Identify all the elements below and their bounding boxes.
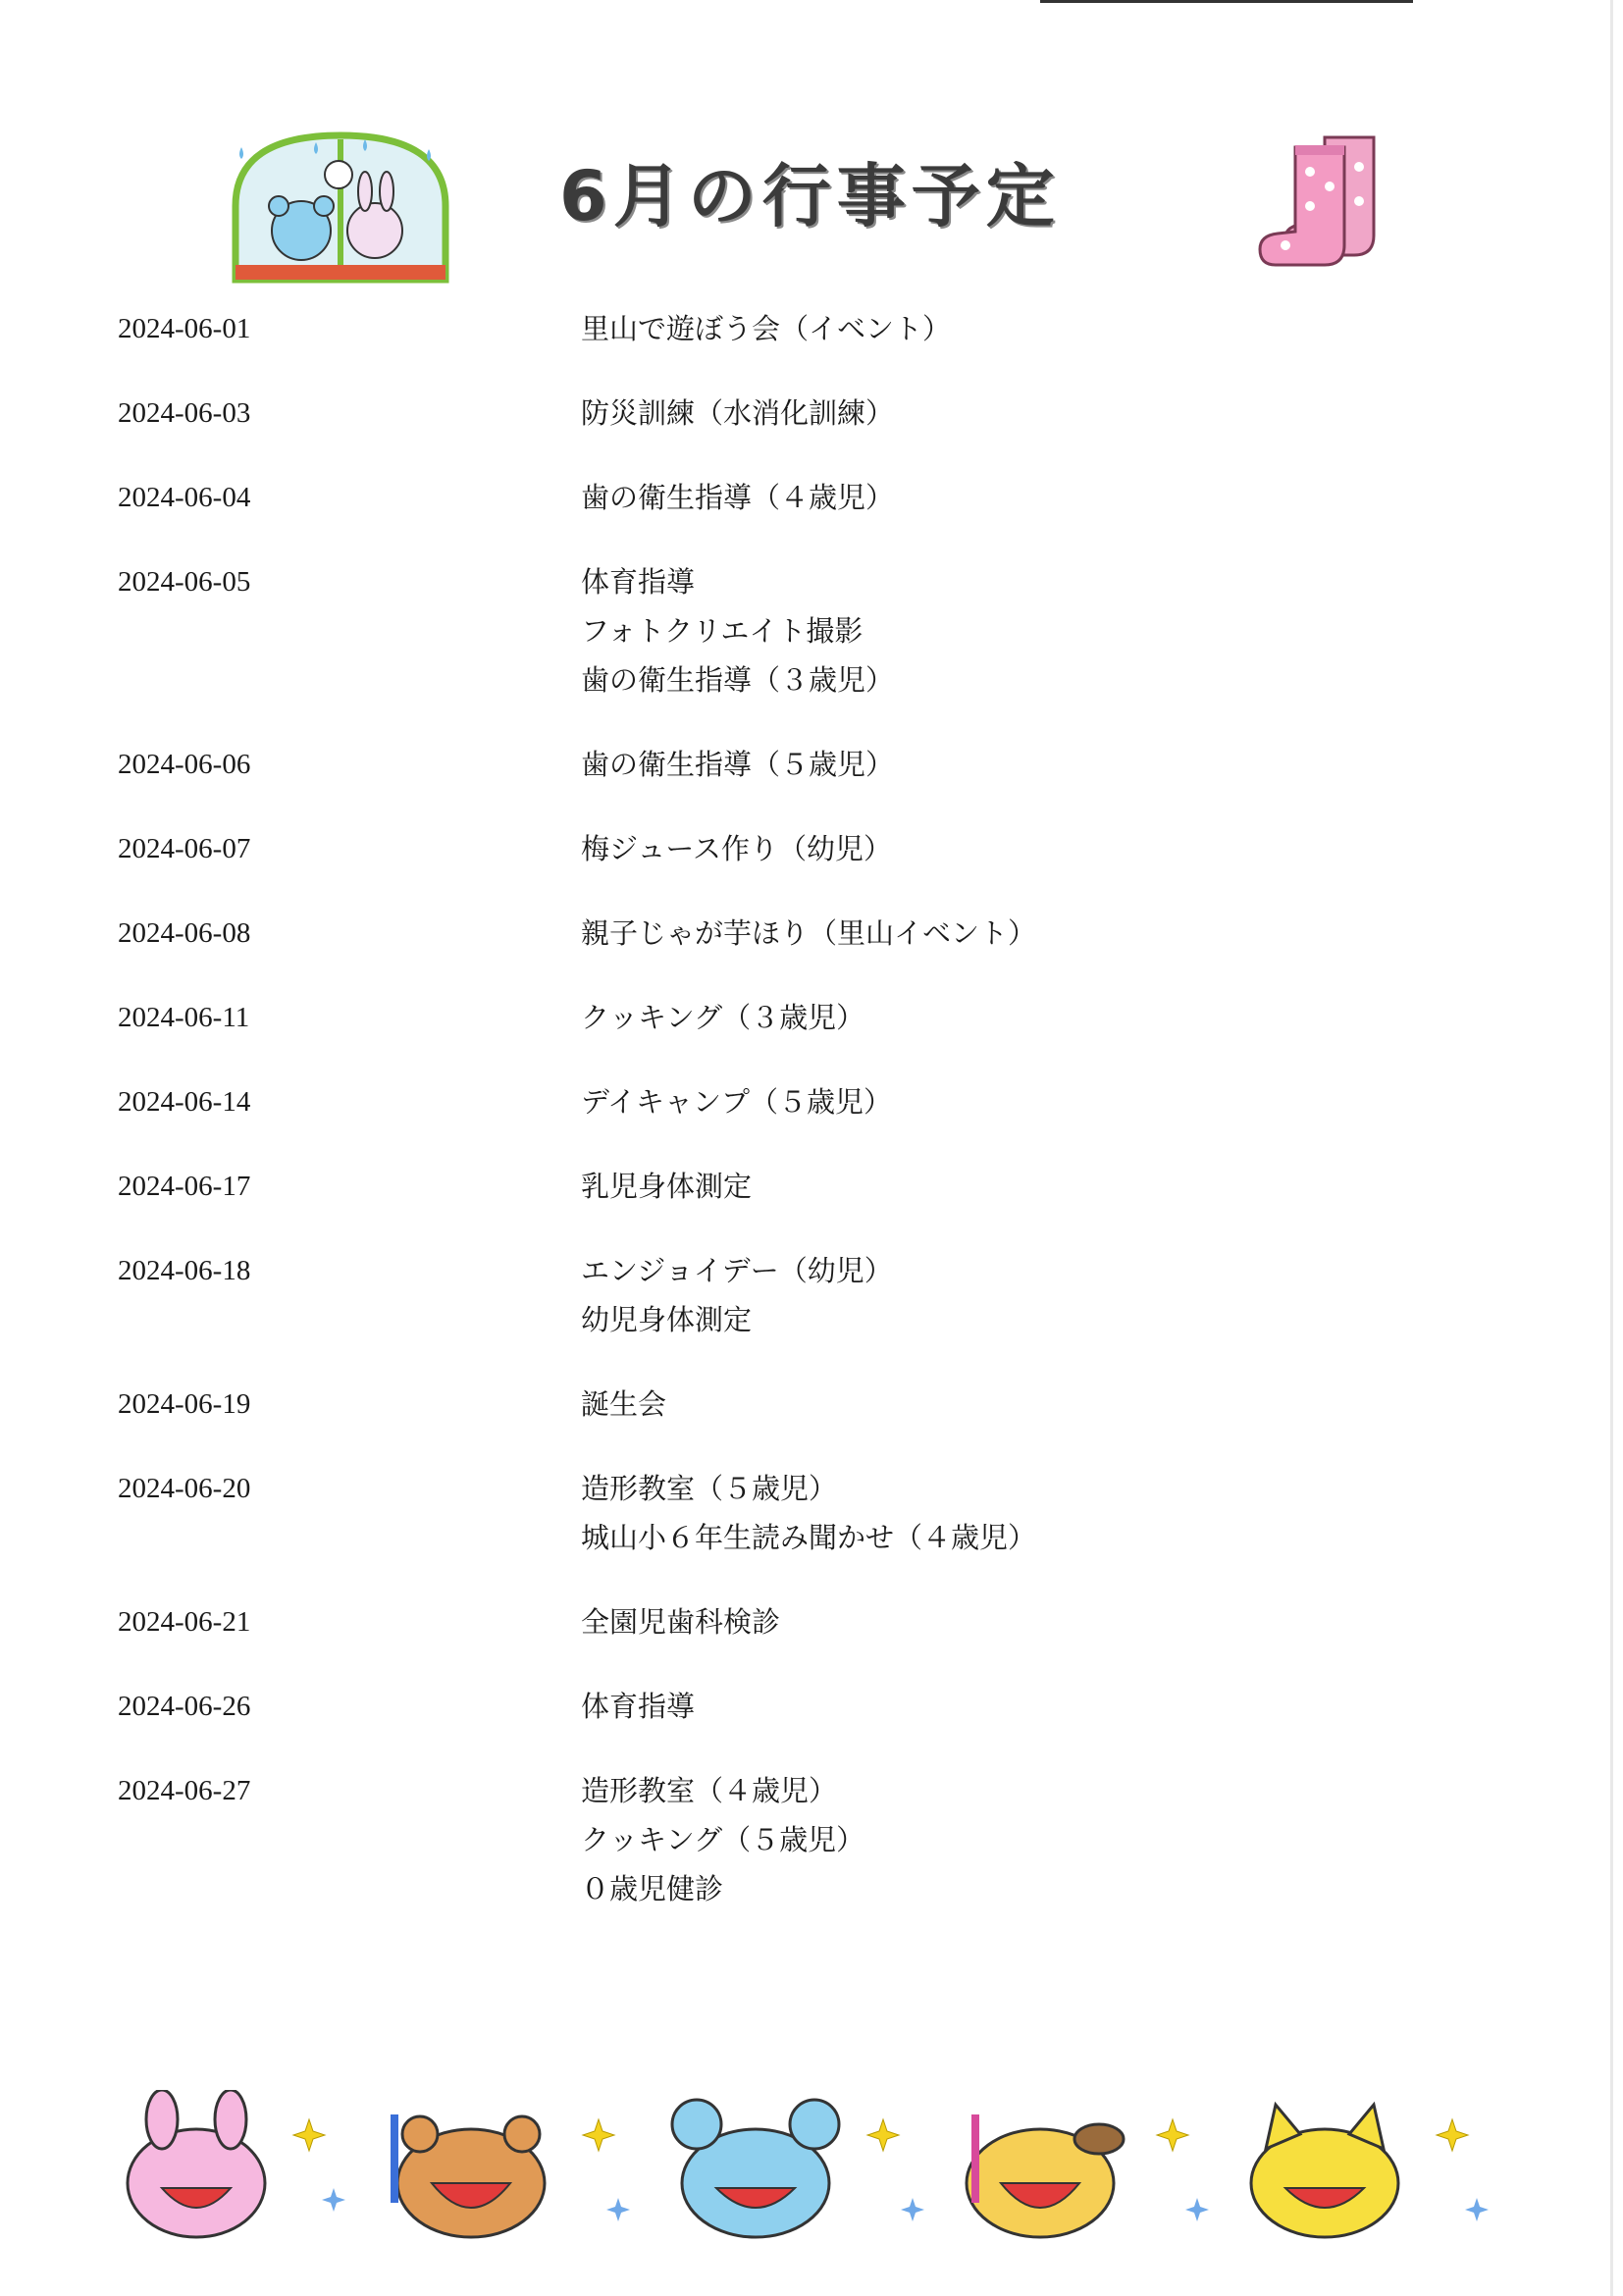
- schedule-date: 2024-06-08: [118, 917, 251, 949]
- schedule-date: 2024-06-07: [118, 833, 251, 864]
- schedule-date: 2024-06-11: [118, 1002, 250, 1033]
- schedule-event: 梅ジュース作り（幼児）: [581, 832, 892, 865]
- schedule-date: 2024-06-03: [118, 397, 251, 429]
- schedule-date: 2024-06-20: [118, 1473, 251, 1504]
- schedule-events: [581, 1682, 1464, 1731]
- schedule-event: 幼児身体測定: [581, 1303, 753, 1336]
- schedule-date: 2024-06-26: [118, 1691, 251, 1722]
- schedule-row: [0, 824, 1623, 873]
- schedule-event: 体育指導: [581, 565, 696, 599]
- schedule-row: [0, 1464, 1623, 1562]
- schedule-row: [0, 473, 1623, 522]
- schedule-event: フォトクリエイト撮影: [581, 614, 864, 648]
- schedule-row: [0, 304, 1623, 353]
- window-with-animals-illustration: [228, 128, 453, 285]
- schedule-event: クッキング（５歳児）: [581, 1823, 865, 1856]
- schedule-row: [0, 1162, 1623, 1211]
- schedule-date: 2024-06-04: [118, 482, 251, 513]
- animals-brushing-teeth-illustration: [108, 2090, 1501, 2247]
- schedule-event: 誕生会: [581, 1387, 667, 1421]
- schedule-event: 全園児歯科検診: [581, 1605, 781, 1639]
- scan-top-line: [1040, 0, 1413, 3]
- schedule-event: 里山で遊ぼう会（イベント）: [581, 312, 952, 345]
- schedule-event: 造形教室（４歳児）: [581, 1774, 838, 1807]
- schedule-event: エンジョイデー（幼児）: [581, 1254, 893, 1287]
- schedule-events: [581, 304, 1464, 353]
- schedule-row: [0, 1246, 1623, 1344]
- schedule-row: [0, 1077, 1623, 1126]
- schedule-events: [581, 1597, 1464, 1646]
- schedule-date: 2024-06-27: [118, 1775, 251, 1806]
- schedule-events: [581, 909, 1464, 958]
- schedule-row: [0, 389, 1623, 438]
- schedule-event: 歯の衛生指導（３歳児）: [581, 663, 895, 697]
- schedule-events: [581, 1380, 1464, 1429]
- schedule-event: 歯の衛生指導（４歳児）: [581, 481, 895, 514]
- schedule-events: [581, 1766, 1464, 1913]
- schedule-row: [0, 909, 1623, 958]
- schedule-events: [581, 1246, 1464, 1344]
- schedule-event: 体育指導: [581, 1690, 696, 1723]
- schedule-row: [0, 1682, 1623, 1731]
- schedule-events: [581, 557, 1464, 704]
- schedule-events: [581, 1077, 1464, 1126]
- page-title: 6月の行事予定: [559, 156, 1061, 236]
- rain-boots-illustration: [1256, 128, 1403, 275]
- schedule-row: [0, 1597, 1623, 1646]
- schedule-row: [0, 993, 1623, 1042]
- schedule-date: 2024-06-17: [118, 1171, 251, 1202]
- schedule-events: [581, 473, 1464, 522]
- schedule-events: [581, 740, 1464, 789]
- schedule-event: 防災訓練（水消化訓練）: [581, 396, 895, 430]
- schedule-event: 親子じゃが芋ほり（里山イベント）: [581, 916, 1037, 950]
- schedule-date: 2024-06-14: [118, 1086, 251, 1118]
- schedule-row: [0, 740, 1623, 789]
- schedule-row: [0, 557, 1623, 704]
- schedule-event: 造形教室（５歳児）: [581, 1472, 838, 1505]
- schedule-date: 2024-06-19: [118, 1388, 251, 1420]
- schedule-events: [581, 1464, 1464, 1562]
- schedule-event: 城山小６年生読み聞かせ（４歳児）: [581, 1521, 1037, 1554]
- schedule-date: 2024-06-06: [118, 749, 251, 780]
- schedule-event: クッキング（３歳児）: [581, 1001, 865, 1034]
- schedule-date: 2024-06-05: [118, 566, 251, 598]
- schedule-events: [581, 993, 1464, 1042]
- schedule-row: [0, 1380, 1623, 1429]
- schedule-date: 2024-06-18: [118, 1255, 251, 1286]
- schedule-event: 乳児身体測定: [581, 1170, 753, 1203]
- schedule-date: 2024-06-21: [118, 1606, 251, 1638]
- schedule-events: [581, 824, 1464, 873]
- schedule-event: デイキャンプ（５歳児）: [581, 1085, 892, 1119]
- schedule-date: 2024-06-01: [118, 313, 251, 344]
- header: [0, 108, 1623, 285]
- schedule-event: ０歳児健診: [581, 1872, 724, 1905]
- schedule-row: [0, 1766, 1623, 1913]
- schedule-event: 歯の衛生指導（５歳児）: [581, 748, 895, 781]
- schedule-events: [581, 389, 1464, 438]
- schedule-events: [581, 1162, 1464, 1211]
